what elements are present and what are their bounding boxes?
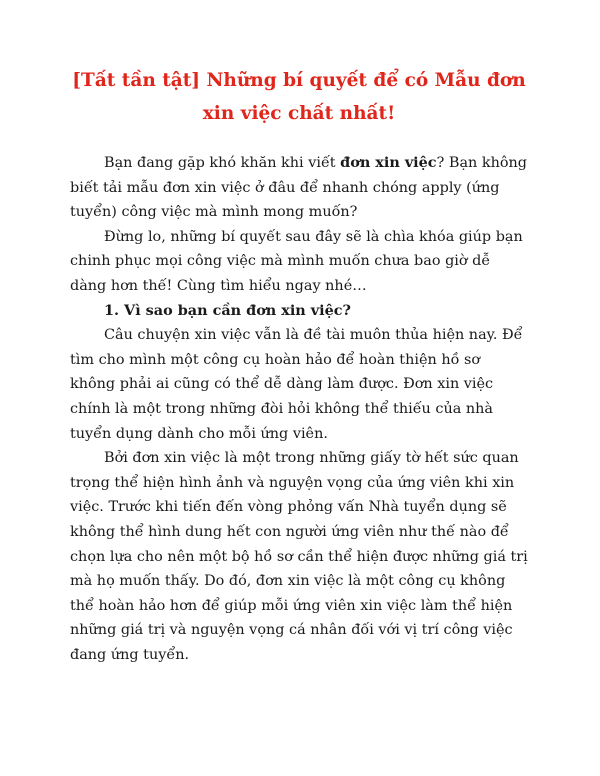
intro-text-end: ? Bạn không biết tải mẫu đơn xin việc ở đâu để nhanh chóng apply (ứng tuyển) công việc mà mình mong muốn? bbox=[70, 155, 527, 221]
intro-paragraph bbox=[70, 151, 528, 225]
paragraph-reassurance: Đừng lo, những bí quyết sau đây sẽ là chìa khóa giúp bạn chinh phục mọi công việc mà mình muốn chưa bao giờ dễ dàng hơn thế! Cùng tìm hiểu ngay nhé… bbox=[70, 228, 523, 294]
section-1-paragraph-2: Bởi đơn xin việc là một trong những giấy tờ hết sức quan trọng thể hiện hình ảnh và nguyện vọng của ứng viên khi xin việc. Trước khi tiến đến vòng phỏng vấn Nhà tuyển dụng sẽ không thể hình dung hết con người ứng viên như thế nào để chọn lựa cho nên một bộ hồ sơ cần thể hiện được những giá trị mà họ muốn thấy. Do đó, đơn xin việc là một công cụ không thể hoàn hảo hơn để giúp mỗi ứng viên xin việc làm thể hiện những giá trị và nguyện vọng cá nhân đối với vị trí công việc đang ứng tuyển. bbox=[70, 450, 528, 663]
section-1-heading: 1. Vì sao bạn cần đơn xin việc? bbox=[104, 301, 351, 319]
section-1-paragraph-1: Câu chuyện xin việc vẫn là đề tài muôn thủa hiện nay. Để tìm cho mình một công cụ hoàn hảo để hoàn thiện hồ sơ không phải ai cũng có thể dễ dàng làm được. Đơn xin việc chính là một trong những đòi hỏi không thể thiếu của nhà tuyển dụng dành cho mỗi ứng viên. bbox=[70, 327, 523, 442]
intro-text-start: Bạn đang gặp khó khăn khi viết bbox=[104, 155, 341, 171]
intro-bold-keyword: đơn xin việc bbox=[340, 154, 437, 171]
document-title: [Tất tần tật] Những bí quyết để có Mẫu đơn xin việc chất nhất! bbox=[72, 70, 526, 124]
